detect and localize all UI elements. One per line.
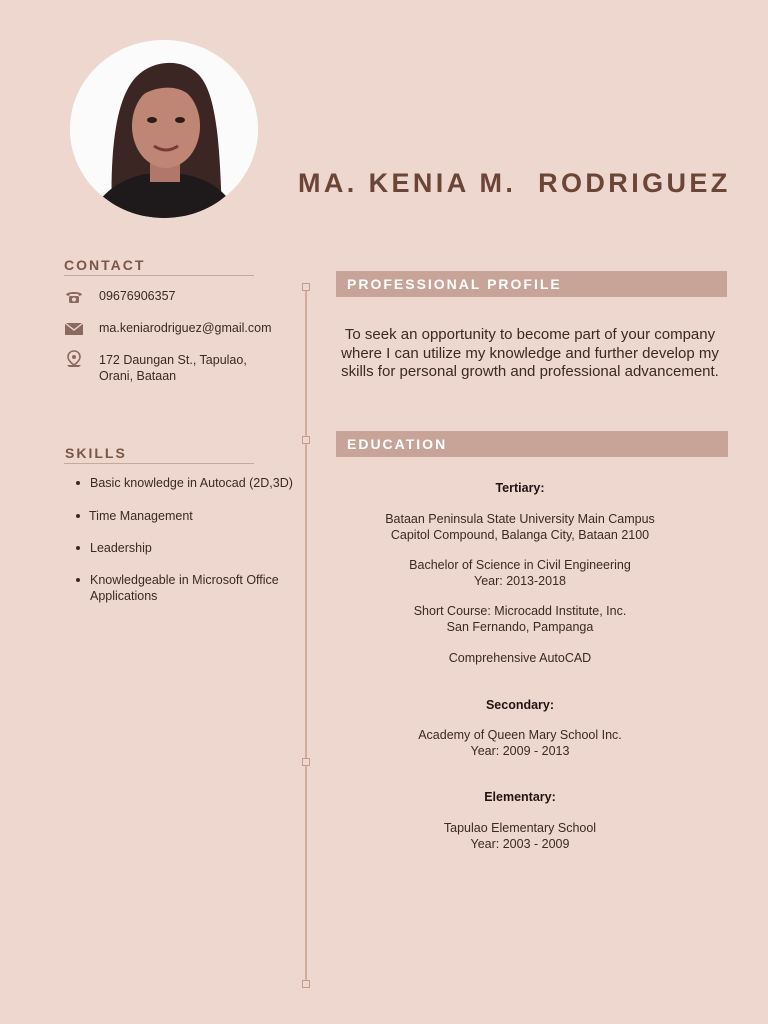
tertiary-school-line-1: Bataan Peninsula State University Main Campus bbox=[385, 512, 655, 526]
timeline-node bbox=[302, 283, 310, 291]
location-pin-icon bbox=[64, 350, 84, 368]
profile-summary: To seek an opportunity to become part of your company where I can utilize my knowledge and further develop my skills for personal growth and professional advancement. bbox=[341, 326, 719, 380]
skills-heading: SKILLS bbox=[65, 445, 127, 461]
professional-profile-heading: PROFESSIONAL PROFILE bbox=[336, 271, 727, 297]
address-line-2: Orani, Bataan bbox=[99, 369, 177, 383]
bullet-icon bbox=[76, 578, 80, 582]
secondary-label: Secondary: bbox=[485, 698, 555, 712]
phone-icon bbox=[64, 288, 84, 306]
timeline-line bbox=[305, 287, 307, 985]
mail-icon bbox=[64, 320, 84, 338]
candidate-name: MA. KENIA M. RODRIGUEZ bbox=[298, 168, 731, 198]
bullet-icon bbox=[76, 481, 80, 485]
portrait-illustration bbox=[70, 40, 258, 218]
timeline-node bbox=[302, 436, 310, 444]
tertiary-label: Tertiary: bbox=[495, 481, 545, 495]
short-course-line-2: San Fernando, Pampanga bbox=[446, 620, 594, 634]
elementary-label: Elementary: bbox=[484, 790, 556, 804]
address-line-1: 172 Daungan St., Tapulao, bbox=[99, 353, 247, 367]
email-address: ma.keniarodriguez@gmail.com bbox=[99, 321, 272, 335]
tertiary-school-line-2: Capitol Compound, Balanga City, Bataan 2100 bbox=[390, 528, 650, 542]
education-heading: EDUCATION bbox=[336, 431, 728, 457]
short-course-line-1: Short Course: Microcadd Institute, Inc. bbox=[413, 604, 627, 618]
secondary-year: Year: 2009 - 2013 bbox=[470, 744, 570, 758]
timeline-node bbox=[302, 758, 310, 766]
phone-number: 09676906357 bbox=[99, 289, 176, 303]
tertiary-degree: Bachelor of Science in Civil Engineering bbox=[409, 558, 631, 572]
elementary-year: Year: 2003 - 2009 bbox=[470, 837, 570, 851]
bullet-icon bbox=[76, 514, 80, 518]
contact-heading: CONTACT bbox=[64, 257, 146, 273]
bullet-icon bbox=[76, 546, 80, 550]
profile-photo bbox=[70, 40, 258, 218]
timeline-node bbox=[302, 980, 310, 988]
secondary-school: Academy of Queen Mary School Inc. bbox=[418, 728, 622, 742]
elementary-school: Tapulao Elementary School bbox=[443, 821, 597, 835]
tertiary-year: Year: 2013-2018 bbox=[474, 574, 566, 588]
contact-divider bbox=[64, 275, 254, 276]
short-course-name: Comprehensive AutoCAD bbox=[448, 651, 592, 665]
skills-divider bbox=[64, 463, 254, 464]
